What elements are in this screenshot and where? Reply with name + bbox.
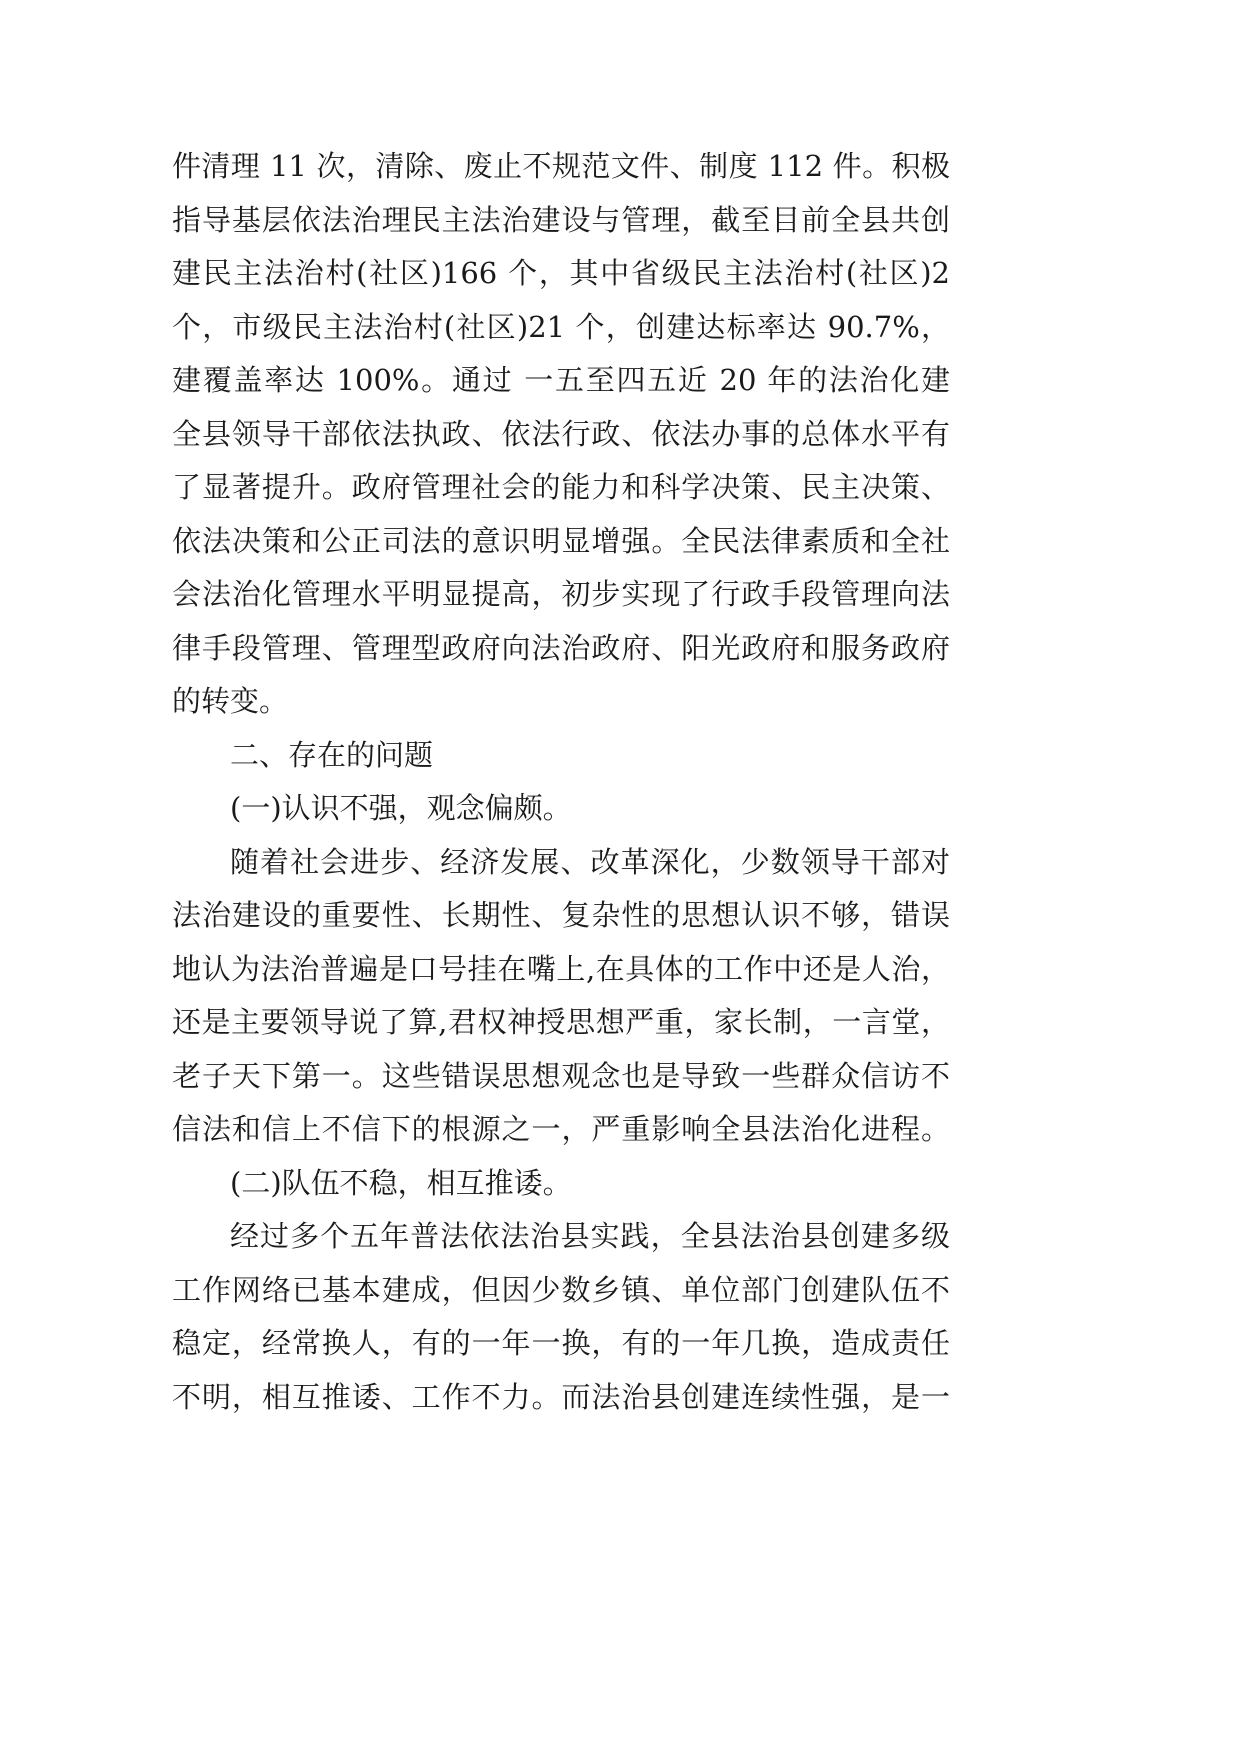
text-line: 建覆盖率达 100%。通过 一五至四五近 20 年的法治化建 [172,363,950,397]
text-line: 件清理 11 次，清除、废止不规范文件、制度 112 件。积极 [172,149,950,183]
text-line: 老子天下第一。这些错误思想观念也是导致一些群众信访不 [172,1058,950,1093]
subheading-team [172,1157,950,1211]
text-line: 指导基层依法治理民主法治建设与管理，截至目前全县共创 [172,202,950,237]
text-line: 全县领导干部依法执政、依法行政、依法办事的总体水平有 [172,416,950,451]
paragraph-achievements [172,140,950,729]
text-line: 了显著提升。政府管理社会的能力和科学决策、民主决策、 [172,470,950,504]
text-line: 随着社会进步、经济发展、改革深化，少数领导干部对 [230,844,950,879]
subheading: (二)队伍不稳，相互推诿。 [230,1165,572,1200]
section-heading: 二、存在的问题 [230,737,434,772]
text-line: 的转变。 [172,684,289,718]
paragraph-awareness [172,836,950,1157]
text-line: 工作网络已基本建成，但因少数乡镇、单位部门创建队伍不 [172,1272,950,1307]
text-line: 经过多个五年普法依法治县实践，全县法治县创建多级 [230,1219,950,1253]
text-line: 不明，相互推诿、工作不力。而法治县创建连续性强，是一 [172,1379,950,1414]
text-line: 建民主法治村(社区)166 个，其中省级民主法治村(社区)2 [172,256,950,290]
text-line: 会法治化管理水平明显提高，初步实现了行政手段管理向法 [172,577,950,611]
text-line: 还是主要领导说了算,君权神授思想严重，家长制，一言堂， [172,1005,950,1039]
text-line: 信法和信上不信下的根源之一，严重影响全县法治化进程。 [172,1112,950,1146]
text-line: 稳定，经常换人，有的一年一换，有的一年几换，造成责任 [172,1326,950,1360]
text-line: 依法决策和公正司法的意识明显增强。全民法律素质和全社 [172,523,950,558]
paragraph-team [172,1210,950,1424]
subheading: (一)认识不强，观念偏颇。 [230,791,572,825]
text-line: 个，市级民主法治村(社区)21 个，创建达标率达 90.7%， [172,309,950,344]
section-heading-problems [172,729,950,783]
text-line: 律手段管理、管理型政府向法治政府、阳光政府和服务政府 [172,630,950,665]
text-line: 地认为法治普遍是口号挂在嘴上,在具体的工作中还是人治， [172,951,950,986]
subheading-awareness [172,782,950,836]
document-body [172,140,950,1424]
text-line: 法治建设的重要性、长期性、复杂性的思想认识不够，错误 [172,898,950,932]
